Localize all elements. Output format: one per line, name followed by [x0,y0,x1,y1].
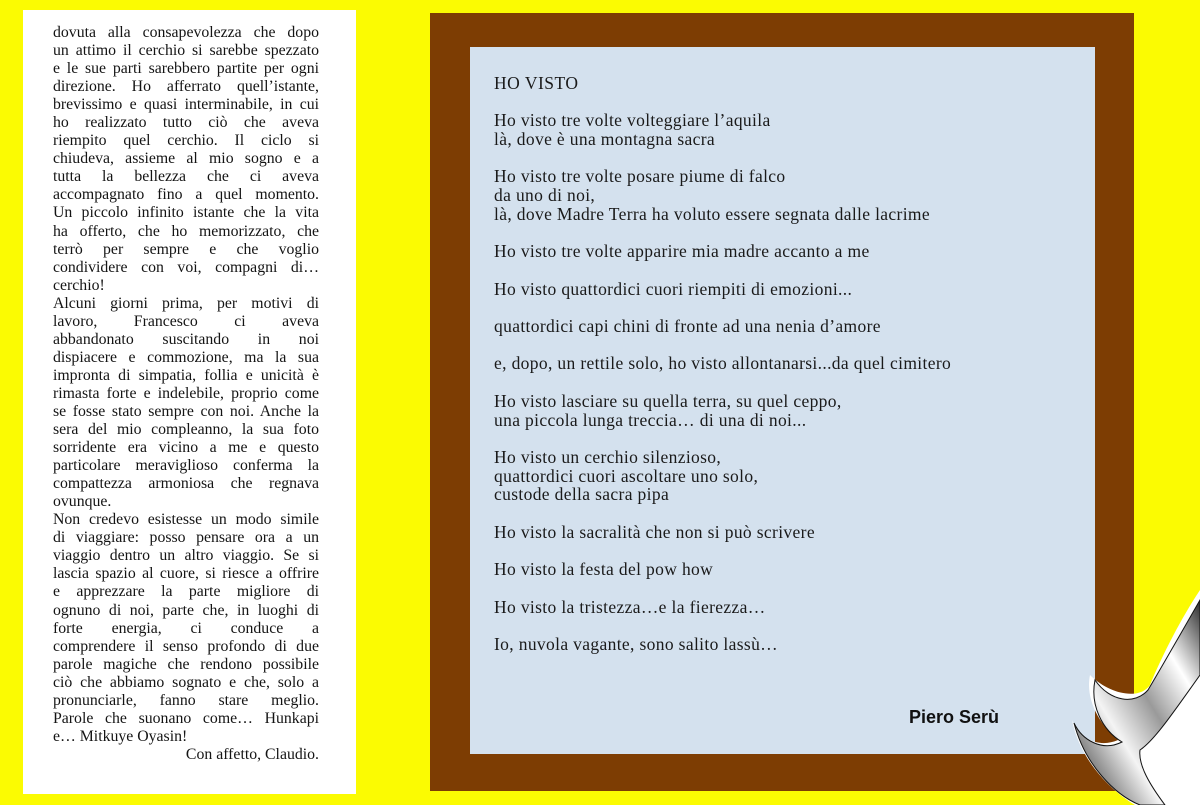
poem-author: Piero Serù [909,707,1000,727]
text-line: brevissimo e quasi interminabile, in cui [53,96,319,114]
poem-line: Ho visto la tristezza…e la fierezza… [494,596,766,617]
text-line: lascia spazio al cuore, si riesce a offrire [53,565,319,583]
poem-stanza [494,242,1074,261]
text-line: chiudeva, assieme al mio sogno e a [53,150,319,168]
signature: Con affetto, Claudio. [185,745,319,763]
poem-stanza [494,354,1074,373]
poem-stanza [494,392,1074,429]
left-page [23,10,356,794]
text-line: abbandonato suscitando in noi [53,330,319,348]
page-curl-graphic [1040,590,1200,805]
poem-line: quattordici capi chini di fronte ad una nenia d’amore [494,316,881,337]
poem-line: una piccola lunga treccia… di una di noi... [494,409,807,430]
text-line: ciò che abbiamo sognato e che, solo a [53,673,319,691]
poem-stanza [494,111,1074,148]
text-line: Un piccolo infinito istante che la vita [53,204,319,222]
poem-line: Ho visto tre volte posare piume di falco [494,166,786,187]
text-line: ognuno di noi, parte che, in luoghi di [53,601,319,619]
poem-line: Io, nuvola vagante, sono salito lassù… [494,633,779,654]
poem-stanza [494,523,1074,542]
text-line: terrò per sempre e che voglio [53,240,319,258]
text-line: parole magiche che rendono possibile [53,655,319,673]
poem-line: Ho visto lasciare su quella terra, su quel ceppo, [494,390,842,411]
poem-line: quattordici cuori ascoltare uno solo, [494,465,759,486]
text-line: cerchio! [53,276,105,294]
poem-stanza [494,317,1074,336]
poem-stanzas [494,111,1074,653]
text-line: pronunciarle, fanno stare meglio. [53,691,319,709]
poem-line: Ho visto la sacralità che non si può scrivere [494,521,815,542]
poem-line: Ho visto un cerchio silenzioso, [494,446,722,467]
poem-title: HO VISTO [494,73,579,93]
text-line: ha offerto, che ho memorizzato, che [53,222,319,240]
poem-line: Ho visto la festa del pow how [494,559,714,580]
poem-stanza [494,448,1074,504]
text-line: ho realizzato tutto ciò che aveva [53,114,319,132]
text-line: viaggio dentro un altro viaggio. Se si [53,547,319,565]
text-line: un attimo il cerchio si sarebbe spezzato [53,42,319,60]
poem-stanza [494,598,1074,617]
text-line: Parole che suonano come… Hunkapi [53,709,319,727]
text-line: e le sue parti sarebbero partite per ogni [53,60,319,78]
text-line: e apprezzare la parte migliore di [53,583,319,601]
text-line: dovuta alla consapevolezza che dopo [53,24,319,41]
text-line: particolare meraviglioso conferma la [53,457,319,475]
poem-line: e, dopo, un rettile solo, ho visto allontanarsi...da quel cimitero [494,353,952,374]
poem-stanza [494,167,1074,223]
text-line: Alcuni giorni prima, per motivi di [53,294,319,312]
text-line: dispiacere e commozione, ma la sua [53,348,319,366]
poem-line: Ho visto quattordici cuori riempiti di emozioni... [494,278,853,299]
text-line: riempito quel cerchio. Il ciclo si [53,132,319,150]
paragraph [53,295,319,512]
poem-line: custode della sacra pipa [494,484,670,505]
text-line: lavoro, Francesco ci aveva [53,312,319,330]
text-line: e… Mitkuye Oyasin! [53,727,188,745]
text-line: condividere con voi, compagni di… [53,258,319,276]
poem-line: là, dove Madre Terra ha voluto essere segnata dalle lacrime [494,203,931,224]
text-line: accompagnato fino a quel momento. [53,186,319,204]
text-line: Non credevo esistesse un modo simile [53,511,319,529]
poem-line: Ho visto tre volte apparire mia madre accanto a me [494,241,870,262]
text-line: tutta la bellezza che ci aveva [53,168,319,186]
text-line: impronta di simpatia, follia e unicità è [53,366,319,384]
poem-line: da uno di noi, [494,185,596,206]
poem-line: Ho visto tre volte volteggiare l’aquila [494,110,771,131]
poem-stanza [494,280,1074,299]
text-line: se fosse stato sempre con noi. Anche la [53,402,319,420]
text-line: ovunque. [53,493,112,511]
text-line: sera del mio compleanno, la sua foto [53,421,319,439]
left-text-column [53,24,319,764]
poem-line: là, dove è una montagna sacra [494,129,716,150]
poem [494,74,1074,672]
text-line: rimasta forte e indelebile, proprio come [53,384,319,402]
text-line: di viaggiare: posso pensare ora a un [53,529,319,547]
text-line: direzione. Ho afferrato quell’istante, [53,78,319,96]
text-line: compattezza armoniosa che regnava [53,475,319,493]
poem-stanza [494,560,1074,579]
text-line: comprendere il senso profondo di due [53,637,319,655]
text-line: forte energia, ci conduce a [53,619,319,637]
poem-stanza [494,635,1074,654]
text-line: sorridente era vicino a me e questo [53,439,319,457]
paragraph [53,24,319,295]
paragraph [53,511,319,746]
